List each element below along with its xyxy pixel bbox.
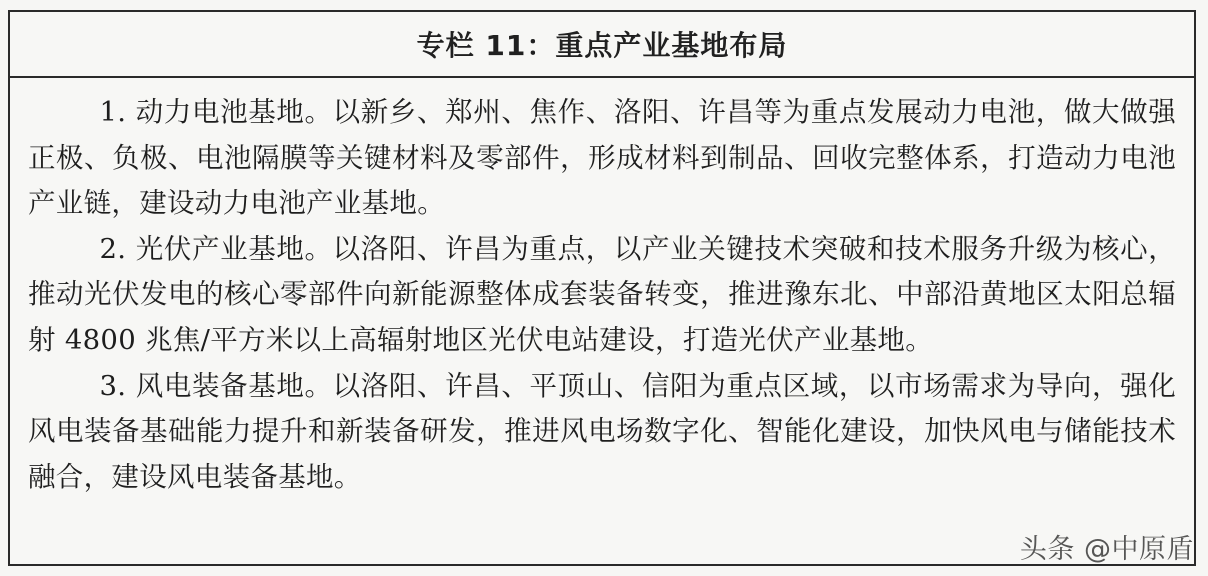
- paragraph-photovoltaic-base: 2. 光伏产业基地。以洛阳、许昌为重点，以产业关键技术突破和技术服务升级为核心，推动光伏发电的核心零部件向新能源整体成套装备转变，推进豫东北、中部沿黄地区太阳总辐射 4800 兆焦/平方米以上高辐射地区光伏电站建设，打造光伏产业基地。: [28, 232, 1176, 356]
- watermark: 头条 @中原盾: [1019, 534, 1194, 565]
- paragraph-battery-base: 1. 动力电池基地。以新乡、郑州、焦作、洛阳、许昌等为重点发展动力电池，做大做强正极、负极、电池隔膜等关键材料及零部件，形成材料到制品、回收完整体系，打造动力电池产业链，建设动力电池产业基地。: [28, 96, 1176, 220]
- column-body: [28, 90, 1176, 500]
- paragraph-wind-power-base: 3. 风电装备基地。以洛阳、许昌、平顶山、信阳为重点区域，以市场需求为导向，强化风电装备基础能力提升和新装备研发，推进风电场数字化、智能化建设，加快风电与储能技术融合，建设风电装备基地。: [28, 369, 1176, 493]
- column-header: [10, 12, 1194, 78]
- column-title: 专栏 11：重点产业基地布局: [416, 29, 788, 62]
- column-box: [8, 10, 1196, 566]
